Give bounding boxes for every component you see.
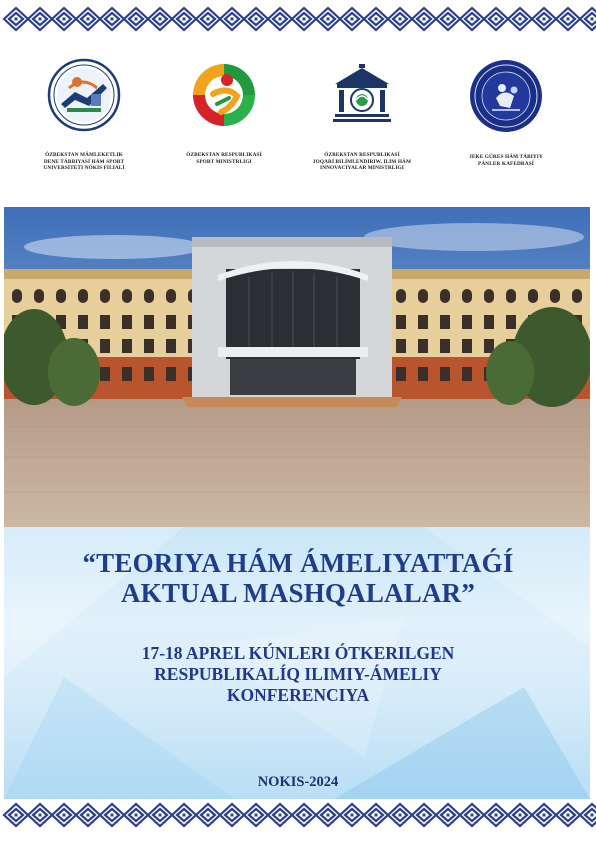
caption-line: JEKE GÚRES HÁM TÁBIYIY [469, 154, 543, 160]
caption-line: DENE TÁRBIYASÍ HÁM SPORT [43, 158, 125, 165]
subtitle-line: 17-18 APREL KÚNLERI ÓTKERILGEN [141, 643, 455, 663]
caption-line: ÓZBEKSTAN RESPUBLIKASÍ [324, 152, 400, 158]
conference-subtitle [0, 643, 596, 706]
caption-line: INNOVACIYALAR MINISTRLIGI [320, 165, 404, 172]
higher-education-ministry-logo-icon [325, 58, 399, 132]
department-seal-icon [468, 58, 544, 134]
subtitle-line: KONFERENCIYA [226, 685, 370, 705]
logo-caption-department [436, 154, 576, 167]
logos-row [0, 58, 596, 188]
subtitle-line: RESPUBLIKALÍQ ILIMIY-ÁMELIY [154, 664, 442, 684]
caption-line: ÓZBEKSTAN MÁMLEKETLIK [45, 152, 123, 158]
logo-block-sport-ministry [154, 58, 294, 165]
caption-line: UNIVERSITETI NÓKIS FILIALÍ [43, 165, 125, 172]
logo-caption-university [14, 152, 154, 172]
caption-line: PÁNLER KAFEDRASÍ [478, 160, 534, 167]
sport-ministry-logo-icon [187, 58, 261, 132]
caption-line: SPORT MINISTRLIGI [196, 158, 252, 165]
logo-block-university [14, 58, 154, 172]
university-building-photo [4, 207, 590, 527]
conference-place-year: NOKIS-2024 [257, 774, 339, 790]
title-line: AKTUAL MASHQALALAR” [120, 578, 476, 608]
conference-title [0, 548, 596, 608]
title-line: “TEORIYA HÁM ÁMELIYATTAǴÍ [82, 548, 514, 578]
logo-block-department [436, 58, 576, 167]
bottom-ornament-border [0, 800, 596, 830]
university-emblem-icon [47, 58, 121, 132]
top-ornament-border [0, 4, 596, 34]
logo-caption-sport-ministry [154, 152, 294, 165]
logo-block-education-ministry [292, 58, 432, 172]
caption-line: JOQARÍ BILIMLENDIRIW, ILIM HÁM [312, 158, 412, 165]
logo-caption-education-ministry [292, 152, 432, 172]
caption-line: ÓZBEKSTAN RESPUBLIKASÍ [186, 152, 262, 158]
